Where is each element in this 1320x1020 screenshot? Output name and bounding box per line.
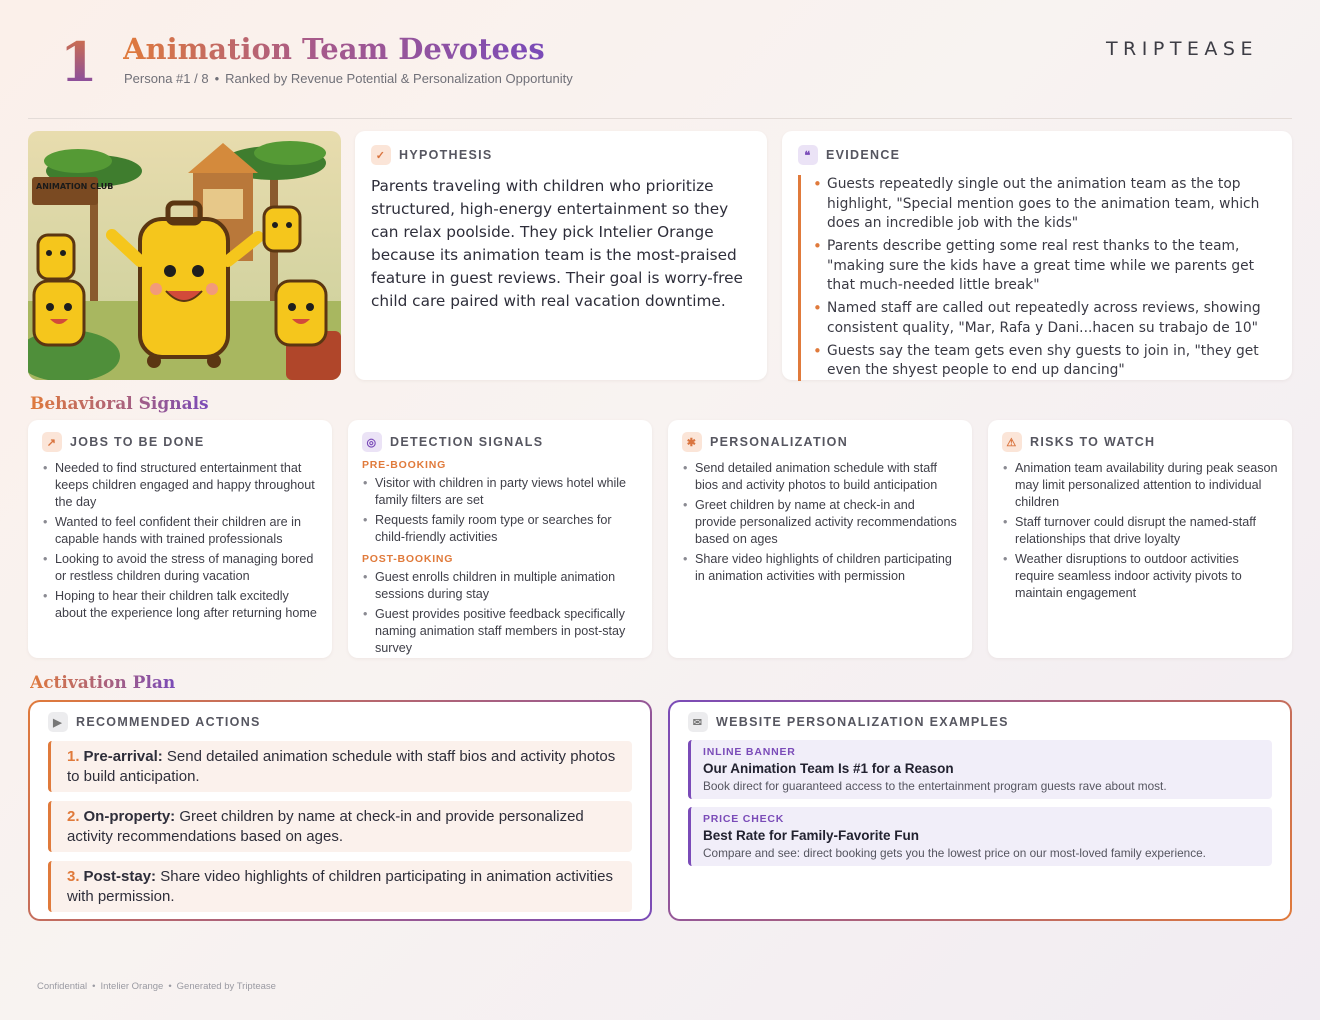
website-header [688, 712, 1272, 732]
evidence-item: • Guests say the team gets even shy guests to join in, "they get even the shyest people to end up dancing" [813, 342, 1276, 381]
website-example [688, 740, 1272, 799]
suitcase-mascot-small-right [276, 281, 326, 345]
target-icon: ◎ [362, 432, 382, 452]
activation-plan-title: Activation Plan [30, 673, 176, 693]
personalization-header [682, 432, 958, 452]
list-item: • Requests family room type or searches for child-friendly activities [362, 512, 638, 546]
sparkle-icon: ✱ [682, 432, 702, 452]
footer: Confidential • Intelier Orange • Generated by Triptease [37, 981, 276, 992]
ranking-note: Ranked by Revenue Potential & Personalization Opportunity [225, 71, 573, 86]
suitcase-mascot-small-left [34, 281, 84, 345]
pre-booking-label: PRE-BOOKING [362, 459, 447, 471]
detection-header [362, 432, 638, 452]
jobs-header [42, 432, 318, 452]
suitcase-mascot-small-top-left [38, 235, 74, 279]
list-item: • Visitor with children in party views hotel while family filters are set [362, 475, 638, 509]
warning-icon: ⚠ [1002, 432, 1022, 452]
arrow-up-right-icon: ↗ [42, 432, 62, 452]
evidence-item: • Named staff are called out repeatedly across reviews, showing consistent quality, "Mar, Rafa y Dani...hacen su trabajo de 10" [813, 299, 1276, 338]
detection-heading: DETECTION SIGNALS [390, 435, 544, 449]
list-item: • Greet children by name at check-in and provide personalized activity recommendations based on ages [682, 497, 958, 548]
personalization-card [668, 420, 972, 658]
website-heading: WEBSITE PERSONALIZATION EXAMPLES [716, 715, 1009, 729]
detection-signals-card [348, 420, 652, 658]
evidence-item: • Parents describe getting some real rest thanks to the team, "making sure the kids have a great time while we parents get that much-needed little break" [813, 237, 1276, 296]
list-item: • Guest provides positive feedback specifically naming animation staff members in post-stay survey [362, 606, 638, 657]
website-example [688, 807, 1272, 866]
example-tag: INLINE BANNER [703, 746, 796, 758]
recommended-actions-panel [28, 700, 652, 921]
sign-text: ANIMATION CLUB [36, 182, 114, 191]
actions-header [48, 712, 632, 732]
hypothesis-header [371, 145, 751, 165]
website-personalization-panel [668, 700, 1292, 921]
list-item: • Hoping to hear their children talk excitedly about the experience long after returning home [42, 588, 318, 622]
page-title: Animation Team Devotees [123, 32, 545, 66]
hypothesis-text: Parents traveling with children who prioritize structured, high-energy entertainment so they can relax poolside. They pick Intelier Orange because its animation team is the most-praised feature in guest reviews. Their goal is worry-free child care paired with real vacation downtime. [371, 177, 743, 310]
persona-illustration [28, 131, 341, 380]
check-icon: ✓ [371, 145, 391, 165]
list-item: • Weather disruptions to outdoor activities require seamless indoor activity pivots to maintain engagement [1002, 551, 1278, 602]
post-booking-label: POST-BOOKING [362, 553, 454, 565]
risks-header [1002, 432, 1278, 452]
behavioral-signals-title: Behavioral Signals [30, 394, 209, 414]
evidence-card [782, 131, 1292, 380]
example-description: Compare and see: direct booking gets you the lowest price on our most-loved family experience. [703, 846, 1206, 860]
illustration-svg [28, 131, 341, 380]
list-item: • Wanted to feel confident their children are in capable hands with trained professionals [42, 514, 318, 548]
jobs-to-be-done-card [28, 420, 332, 658]
risks-heading: RISKS TO WATCH [1030, 435, 1156, 449]
hypothesis-card [355, 131, 767, 380]
suitcase-mascot-small-top-right [264, 207, 300, 251]
action-item: 3. Post-stay: Share video highlights of children participating in animation activities with permission. [48, 861, 632, 912]
risks-card [988, 420, 1292, 658]
header-divider [28, 118, 1292, 119]
personalization-heading: PERSONALIZATION [710, 435, 849, 449]
example-description: Book direct for guaranteed access to the entertainment program guests rave about most. [703, 779, 1167, 793]
example-tag: PRICE CHECK [703, 813, 785, 825]
play-icon: ▶ [48, 712, 68, 732]
list-item: • Staff turnover could disrupt the named-staff relationships that drive loyalty [1002, 514, 1278, 548]
evidence-header [798, 145, 1276, 165]
persona-rank: 1 [60, 30, 98, 94]
example-title: Our Animation Team Is #1 for a Reason [703, 761, 954, 776]
list-item: • Needed to find structured entertainment that keeps children engaged and happy throughout the day [42, 460, 318, 511]
hypothesis-heading: HYPOTHESIS [399, 148, 493, 162]
list-item: • Send detailed animation schedule with staff bios and activity photos to build anticipation [682, 460, 958, 494]
list-item: • Guest enrolls children in multiple animation sessions during stay [362, 569, 638, 603]
actions-heading: RECOMMENDED ACTIONS [76, 715, 261, 729]
jobs-heading: JOBS TO BE DONE [70, 435, 205, 449]
persona-index: Persona #1 / 8 [124, 71, 209, 86]
evidence-heading: EVIDENCE [826, 148, 901, 162]
mail-icon: ✉ [688, 712, 708, 732]
brand-logo: TRIPTEASE [1105, 38, 1258, 60]
action-item: 2. On-property: Greet children by name at check-in and provide personalized activity recommendations based on ages. [48, 801, 632, 852]
list-item: • Animation team availability during peak season may limit personalized attention to individual children [1002, 460, 1278, 511]
quote-icon: ❝ [798, 145, 818, 165]
evidence-item: • Guests repeatedly single out the animation team as the top highlight, "Special mention goes to the animation team, which does an incredible job with the kids" [813, 175, 1276, 234]
list-item: • Looking to avoid the stress of managing bored or restless children during vacation [42, 551, 318, 585]
page-subtitle: Persona #1 / 8 • Ranked by Revenue Potential & Personalization Opportunity [124, 71, 573, 86]
example-title: Best Rate for Family-Favorite Fun [703, 828, 920, 843]
action-item: 1. Pre-arrival: Send detailed animation schedule with staff bios and activity photos to build anticipation. [48, 741, 632, 792]
evidence-list [798, 175, 1276, 381]
list-item: • Share video highlights of children participating in animation activities with permission [682, 551, 958, 585]
